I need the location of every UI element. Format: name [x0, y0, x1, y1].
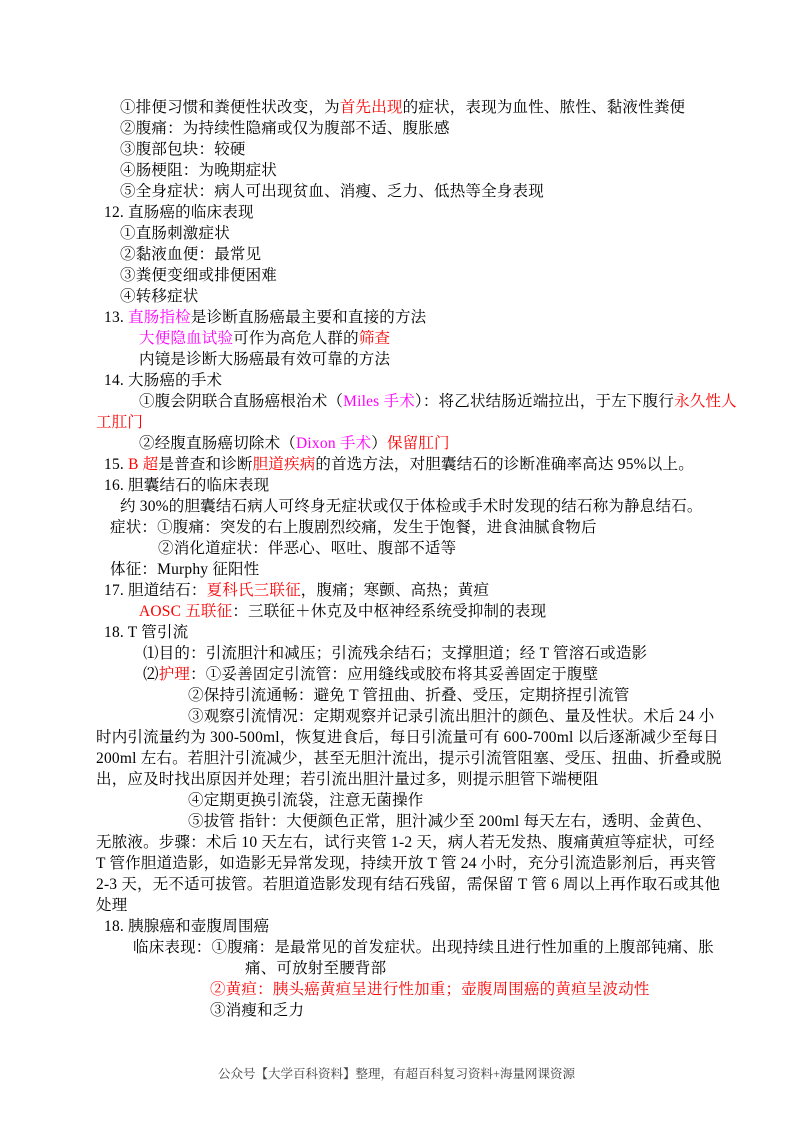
body-text: 是诊断直肠癌最主要和直接的方法 — [190, 309, 427, 326]
text-line — [0, 118, 793, 139]
highlight-magenta-text: 大便隐血试验 — [139, 330, 234, 347]
text-line — [0, 265, 793, 286]
body-text: ④定期更换引流袋，注意无菌操作 — [188, 792, 424, 809]
body-text: 18. 胰腺癌和壶腹周围癌 — [104, 918, 270, 935]
text-line — [0, 832, 793, 853]
text-line — [0, 1000, 793, 1021]
highlight-red-text: 筛查 — [358, 330, 391, 347]
body-text: 处理 — [96, 897, 128, 914]
text-line — [0, 622, 793, 643]
body-text: 体征：Murphy 征阳性 — [110, 561, 260, 578]
body-text: ③观察引流情况：定期观察并记录引流出胆汁的颜色、量及性状。术后 24 小 — [188, 708, 715, 725]
body-text: 无脓液。步骤：术后 10 天左右，试行夹管 1-2 天，病人若无发热、腹痛黄疸等症状，可经 — [96, 834, 715, 851]
body-text: 14. 大肠癌的手术 — [104, 372, 223, 389]
text-line — [0, 349, 793, 370]
highlight-red-text: ②黄疸：胰头癌黄疸呈进行性加重；壶腹周围癌的黄疸呈波动性 — [210, 981, 650, 998]
body-text: ：①妥善固定引流管：应用缝线或胶布将其妥善固定于腹壁 — [190, 666, 599, 683]
body-text: 临床表现：①腹痛：是最常见的首发症状。出现持续且进行性加重的上腹部钝痛、胀 — [133, 939, 714, 956]
body-text: 的首选方法，对胆囊结石的诊断准确率高达 95%以上。 — [315, 456, 694, 473]
text-line — [0, 160, 793, 181]
text-line — [0, 223, 793, 244]
text-line — [0, 937, 793, 958]
body-text: 约 30%的胆囊结石病人可终身无症状或仅于体检或手术时发现的结石称为静息结石。 — [120, 498, 703, 515]
text-line — [0, 811, 793, 832]
body-text: 内镜是诊断大肠癌最有效可靠的方法 — [139, 351, 391, 368]
body-text: ③腹部包块：较硬 — [120, 141, 246, 158]
body-text: ②黏液血便：最常见 — [120, 246, 262, 263]
body-text: T 管作胆道造影，如造影无异常发现，持续开放 T 管 24 小时，充分引流造影剂后，再夹管 — [96, 855, 717, 872]
body-text: 18. T 管引流 — [104, 624, 189, 641]
body-text: 12. 直肠癌的临床表现 — [104, 204, 254, 221]
text-line — [0, 496, 793, 517]
text-line — [0, 790, 793, 811]
body-text: ） — [371, 435, 387, 452]
body-text: 15. — [104, 456, 129, 473]
text-line — [0, 286, 793, 307]
body-text: 200ml 左右。若胆汁引流减少，甚至无胆汁流出，提示引流管阻塞、受压、扭曲、折叠或脱 — [96, 750, 722, 767]
text-line — [0, 916, 793, 937]
body-text: 16. 胆囊结石的临床表现 — [104, 477, 270, 494]
highlight-red-text: 护理 — [158, 666, 191, 683]
highlight-red-text: 胆道疾病 — [252, 456, 316, 473]
text-line — [0, 139, 793, 160]
highlight-red-text: 工肛门 — [96, 414, 144, 431]
text-line — [0, 391, 793, 412]
body-text: ③粪便变细或排便困难 — [120, 267, 278, 284]
body-text: ③消瘦和乏力 — [210, 1002, 305, 1019]
footer-note: 公众号【大学百科资料】整理，有超百科复习资料+海量网课资源 — [217, 1067, 576, 1081]
body-text: ②腹痛：为持续性隐痛或仅为腹部不适、腹胀感 — [120, 120, 450, 137]
text-line — [0, 412, 793, 433]
body-text: ①排便习惯和粪便性状改变，为 — [120, 99, 340, 116]
text-line — [0, 958, 793, 979]
text-line — [0, 370, 793, 391]
body-text: 时内引流量约为 300-500ml，恢复进食后，每日引流量可有 600-700ml 以后逐渐减少至每日 — [96, 729, 719, 746]
body-text: ）：将乙状结肠近端拉出，于左下腹行 — [414, 393, 675, 410]
body-text: 17. 胆道结石： — [104, 582, 207, 599]
text-line — [0, 685, 793, 706]
body-text: 13. — [104, 309, 129, 326]
text-line — [0, 727, 793, 748]
text-line — [0, 769, 793, 790]
text-line — [0, 328, 793, 349]
highlight-red-text: 保留肛门 — [386, 435, 450, 452]
body-text: 痛、可放射至腰背部 — [245, 960, 387, 977]
text-line — [0, 580, 793, 601]
text-line — [0, 559, 793, 580]
text-line — [0, 538, 793, 559]
highlight-red-text: B 超 — [128, 456, 159, 473]
text-line — [0, 181, 793, 202]
body-text: 症状：①腹痛：突发的右上腹剧烈绞痛，发生于饱餐，进食油腻食物后 — [110, 519, 597, 536]
body-text: ①腹会阴联合直肠癌根治术（ — [139, 393, 344, 410]
text-line — [0, 895, 793, 916]
body-text: ，腹痛；寒颤、高热；黄疸 — [300, 582, 490, 599]
text-line — [0, 307, 793, 328]
body-text: ①直肠刺激症状 — [120, 225, 230, 242]
body-text: ②经腹直肠癌切除术（ — [139, 435, 297, 452]
highlight-red-text: 首先出现 — [339, 99, 403, 116]
body-text: 可作为高危人群的 — [233, 330, 359, 347]
text-line — [0, 706, 793, 727]
highlight-red-text: AOSC 五联征 — [139, 603, 233, 620]
body-text: ⑤拔管 指针：大便颜色正常，胆汁减少至 200ml 每天左右，透明、金黄色、 — [188, 813, 712, 830]
body-text: 的症状，表现为血性、脓性、黏液性粪便 — [402, 99, 686, 116]
text-line — [0, 475, 793, 496]
text-line — [0, 874, 793, 895]
text-line — [0, 853, 793, 874]
text-line — [0, 601, 793, 622]
body-text: ⑴目的：引流胆汁和减压；引流残余结石；支撑胆道；经 T 管溶石或造影 — [143, 645, 648, 662]
text-line — [0, 979, 793, 1000]
body-text: ：三联征＋休克及中枢神经系统受抑制的表现 — [232, 603, 547, 620]
body-text: 出，应及时找出原因并处理；若引流出胆汁量过多，则提示胆管下端梗阻 — [96, 771, 599, 788]
body-text: ②消化道症状：伴恶心、呕吐、腹部不适等 — [158, 540, 457, 557]
body-text: ⑵ — [143, 666, 159, 683]
highlight-red-text: 夏科氏三联征 — [206, 582, 301, 599]
body-text: 是普查和诊断 — [158, 456, 253, 473]
body-text: ②保持引流通畅：避免 T 管扭曲、折叠、受压，定期挤捏引流管 — [188, 687, 630, 704]
text-line — [0, 244, 793, 265]
text-line — [0, 454, 793, 475]
text-line — [0, 433, 793, 454]
highlight-magenta-text: Miles 手术 — [343, 393, 415, 410]
body-text: ④转移症状 — [120, 288, 199, 305]
text-line — [0, 748, 793, 769]
text-line — [0, 202, 793, 223]
document-lines — [0, 97, 793, 1021]
highlight-magenta-text: Dixon 手术 — [296, 435, 372, 452]
text-line — [0, 643, 793, 664]
highlight-magenta-text: 直肠指检 — [128, 309, 191, 326]
body-text: ⑤全身症状：病人可出现贫血、消瘦、乏力、低热等全身表现 — [120, 183, 544, 200]
body-text: 2-3 天，无不适可拔管。若胆道造影发现有结石残留，需保留 T 管 6 周以上再作取石或其他 — [96, 876, 721, 893]
text-line — [0, 97, 793, 118]
text-line — [0, 664, 793, 685]
text-line — [0, 517, 793, 538]
highlight-red-text: 永久性人 — [674, 393, 737, 410]
body-text: ④肠梗阻：为晚期症状 — [120, 162, 278, 179]
